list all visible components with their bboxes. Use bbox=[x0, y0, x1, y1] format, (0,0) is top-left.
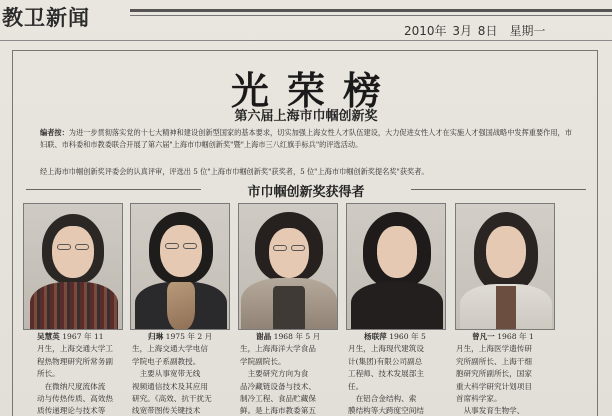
editor-note-text: 为进一步贯彻落实党的十七大精神和建设创新型国家的基本要求，切实加强上海女性人才队伍建设，大力促进女性人才在实施人才强国战略中发挥重要作用，市妇联、市科委和市教委联合开展了第六届"上海市巾帼创新奖"暨"上海市三八红旗手标兵"的评选活动。 bbox=[40, 128, 572, 149]
winner-bio: 杨联萍 1960 年 5 月生，上海现代建筑设 计(集团)有限公司副总 工程师、技术发展部主 任。 在铝合金结构、索 膜结构等大跨度空间结 bbox=[348, 332, 426, 416]
winner-photo bbox=[346, 203, 446, 330]
article-subtitle: 第六届上海市巾帼创新奖 bbox=[234, 109, 378, 124]
scarf-shape bbox=[167, 282, 195, 330]
winner-name: 谢晶 bbox=[256, 332, 272, 341]
winner-photo bbox=[238, 203, 338, 330]
jacket-shape bbox=[273, 286, 305, 330]
editor-note bbox=[40, 127, 578, 151]
header-rule bbox=[130, 9, 612, 16]
dateline: 2010年 3月 8日 星期一 bbox=[404, 24, 546, 38]
winner-name: 吴慧英 bbox=[37, 332, 60, 341]
winner-photo bbox=[23, 203, 123, 330]
editor-note-label: 编者按： bbox=[40, 128, 69, 137]
winners-header-text: 市巾帼创新奖获得者 bbox=[247, 185, 365, 200]
winner-bio: 谢晶 1968 年 5 月 生，上海海洋大学食品 学院副院长。 主要研究方向为食 品冷藏链设备与技术、 制冷工程、食品贮藏保 鲜。是上海市教委第五 bbox=[240, 332, 321, 416]
winner-bio: 归琳 1975 年 2 月 生，上海交通大学电信 学院电子系副教授。 主要从事宽带无线 视频通信技术及其应用 研究。《高效、抗干扰无 线宽带图传关键技术 bbox=[132, 332, 213, 416]
winners-section-header bbox=[26, 181, 586, 199]
article-title: 光荣榜 bbox=[230, 69, 399, 113]
collar-shape bbox=[496, 286, 516, 330]
summary-paragraph: 经上海市巾帼创新奖评委会的认真评审，评选出 5 位"上海市巾帼创新奖"获奖者，5 位"上海市巾帼创新奖提名奖"获奖者。 bbox=[40, 167, 429, 176]
winner-name: 归琳 bbox=[148, 332, 164, 341]
winner-photo bbox=[455, 203, 555, 330]
winner-bio: 曾凡一 1968 年 1 月生，上海医学遗传研 究所副所长、上海干细 胞研究所副所长，国家 重大科学研究计划项目 首席科学家。 从事发育生物学、 bbox=[456, 332, 534, 416]
header-line-right bbox=[411, 189, 586, 190]
winner-bio: 吴慧英 1967 年 11 月生，上海交通大学工 程热物理研究所常务副 所长。 在微纳尺度流体流 动与传热传质、高效热 质传递理论与技术等 bbox=[37, 332, 113, 416]
winner-name: 曾凡一 bbox=[472, 332, 495, 341]
header-divider bbox=[0, 40, 612, 41]
section-title: 教卫新闻 bbox=[2, 6, 90, 30]
winner-photo bbox=[130, 203, 230, 330]
winner-name: 杨联萍 bbox=[364, 332, 387, 341]
